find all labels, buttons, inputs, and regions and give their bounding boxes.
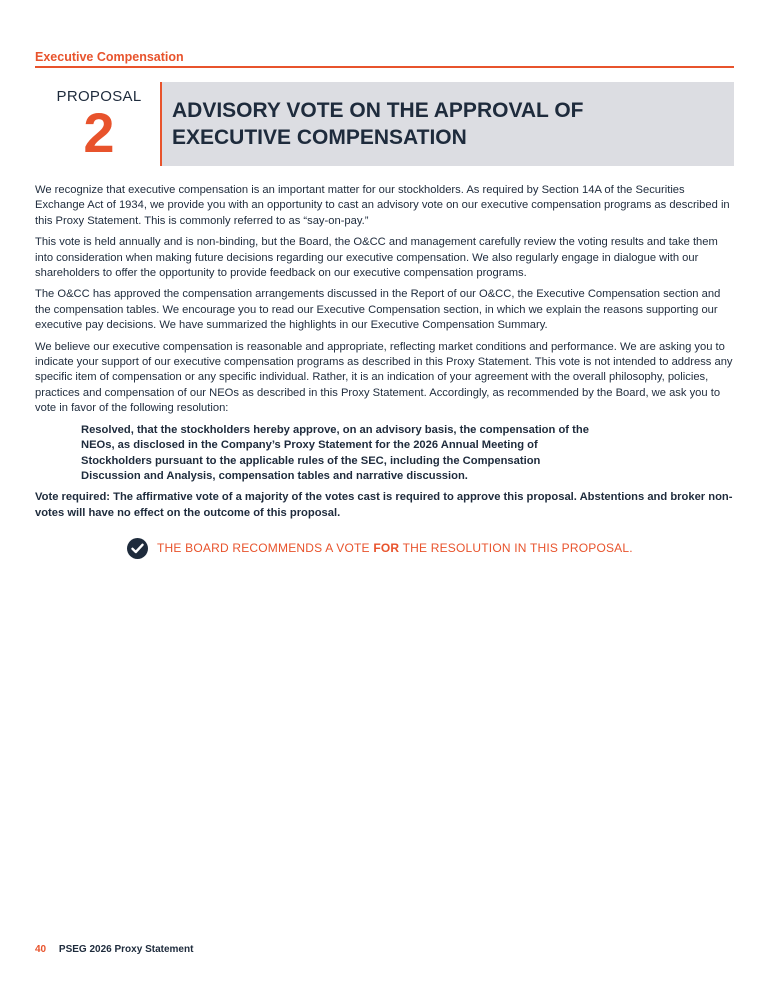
board-recommendation: [127, 537, 633, 559]
paragraph-say-on-pay: We recognize that executive compensation is an important matter for our stockholders. As required by Section 14A of the Securities Exchange Act of 1934, we provide you with an opportunity to cast an advisory vote on our executive compensation programs as described in this Proxy Statement. This is commonly referred to as “say-on-pay.”: [35, 184, 730, 227]
proposal-title: [172, 97, 712, 151]
resolution-text: Resolved, that the stockholders hereby approve, on an advisory basis, the compensation of the NEOs, as disclosed in the Company’s Proxy Statement for the 2026 Annual Meeting of Stockholders pursuant to the applicable rules of the SEC, including the Compensation Discussion and Analysis, compensation tables and narrative discussion.: [81, 423, 589, 482]
page-footer: [35, 944, 193, 955]
paragraph-annual-vote: This vote is held annually and is non-binding, but the Board, the O&CC and management carefully review the voting results and take them into consideration when making future decisions regarding our executive compensation. We also regularly engage in dialogue with our shareholders to offer the opportunity to provide feedback on our executive compensation programs.: [35, 236, 718, 280]
checkmark-circle-icon: [127, 538, 148, 559]
recommendation-prefix: THE BOARD RECOMMENDS A VOTE: [157, 541, 374, 555]
paragraph-occ-approval: The O&CC has approved the compensation arrangements discussed in the Report of our O&CC, the Executive Compensation section and the compensation tables. We encourage you to read our Executive Compensation section, in which we explain the reasons supporting our executive pay decisions. We have summarized the highlights in our Executive Compensation Summary.: [35, 288, 721, 332]
proposal-title-line-2: EXECUTIVE COMPENSATION: [172, 126, 467, 149]
proposal-number: 2: [83, 101, 115, 164]
body-content: [35, 183, 735, 527]
vote-required-text: Vote required: The affirmative vote of a majority of the votes cast is required to approve this proposal. Abstentions and broker non-votes will have no effect on the outcome of this proposal.: [35, 491, 733, 519]
proposal-title-band: [160, 82, 734, 166]
section-header: Executive Compensation: [35, 50, 184, 64]
recommendation-suffix: THE RESOLUTION IN THIS PROPOSAL.: [399, 541, 633, 555]
recommendation-emphasis: FOR: [373, 541, 400, 555]
paragraph-belief: We believe our executive compensation is reasonable and appropriate, reflecting market conditions and performance. We are asking you to indicate your support of our executive compensation programs as described in this Proxy Statement. This vote is not intended to address any specific item of compensation or any specific individual. Rather, it is an indication of your agreement with the overall philosophy, policies, practices and compensation of our NEOs as described in this Proxy Statement. Accordingly, as recommended by the Board, we ask you to vote in favor of the following resolution:: [35, 340, 733, 415]
proposal-title-line-1: ADVISORY VOTE ON THE APPROVAL OF: [172, 99, 584, 122]
document-title: PSEG 2026 Proxy Statement: [58, 944, 194, 955]
page-number: 40: [35, 944, 47, 955]
section-divider: [35, 66, 734, 68]
recommendation-text: [157, 541, 633, 555]
proposal-label: PROPOSAL: [56, 88, 142, 105]
